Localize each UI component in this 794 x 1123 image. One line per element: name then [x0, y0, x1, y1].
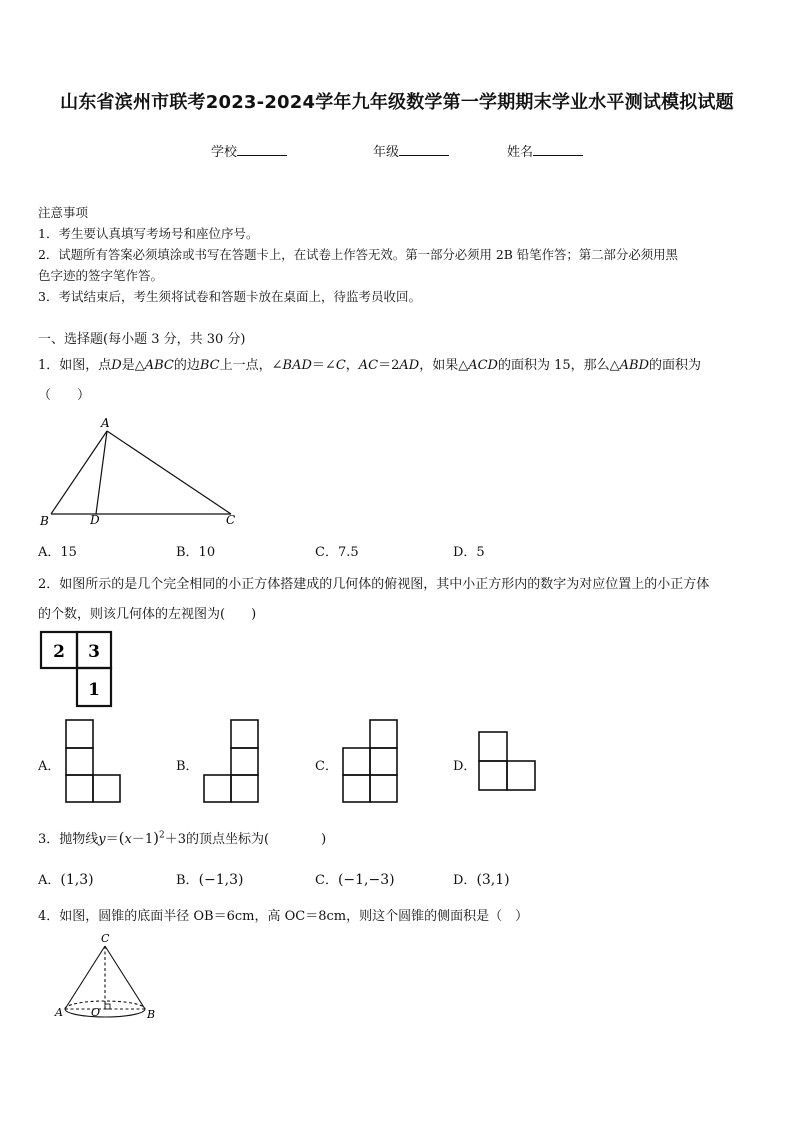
q2-option-d-label[interactable]: D． [453, 759, 477, 774]
q4-label-c: C [101, 932, 110, 945]
q1-var: ABC [144, 358, 174, 373]
school-label: 学校 [211, 145, 238, 160]
q3-formula-var: x [124, 832, 132, 847]
question-1-text [38, 354, 701, 373]
q1-segment-ad [96, 431, 107, 514]
q2-grid-number: 1 [88, 680, 100, 700]
name-blank[interactable] [533, 143, 583, 156]
q1-text-part: 是△ [121, 358, 145, 373]
q3-formula-part: ( [118, 829, 125, 847]
q2-option-d-figure[interactable] [477, 729, 539, 793]
q3-option-c[interactable] [315, 869, 395, 888]
grade-blank[interactable] [399, 143, 449, 156]
q1-option-c[interactable]: C．7.5 [315, 545, 359, 560]
q1-text-part: 的边 [173, 358, 200, 373]
q2-top-view-grid [38, 628, 118, 710]
q1-var: BAD [282, 358, 312, 373]
question-3-text [38, 828, 326, 847]
q2-option-a-label[interactable]: A． [38, 759, 61, 774]
q1-var: D [111, 358, 122, 373]
grade-field [373, 141, 449, 160]
q1-var: AD [399, 358, 420, 373]
q3-formula-part: ＋3 [164, 832, 187, 847]
q1-option-b[interactable]: B．10 [176, 545, 216, 560]
question-2-line-2: 的个数，则该几何体的左视图为( ) [38, 607, 257, 622]
q3-formula-var: y [98, 832, 106, 847]
q1-text-part: ＝∠ [311, 358, 336, 373]
q2-option-b-label[interactable]: B． [176, 759, 199, 774]
q1-text-part: 的面积为 15，那么△ [497, 358, 620, 373]
q3-option-b[interactable] [176, 869, 243, 888]
q3-formula-part: －1 [131, 832, 154, 847]
q1-var: BC [199, 358, 220, 373]
q4-slant-right [105, 946, 145, 1009]
notice-item: 2．试题所有答案必须填涂或书写在答题卡上，在试卷上作答无效。第一部分必须用 2B 铅笔作答；第二部分必须用黑 [38, 247, 678, 262]
q1-text-part: ，如果△ [419, 358, 469, 373]
q4-right-angle-mark [105, 1004, 110, 1009]
q4-label-o: O [91, 1006, 101, 1019]
q1-segment-ac [107, 431, 231, 514]
q3-option-a[interactable] [38, 869, 94, 888]
question-4-text: 4．如图，圆锥的底面半径 OB＝6cm，高 OC＝8cm，则这个圆锥的侧面积是（ ） [38, 909, 529, 924]
school-field [211, 141, 287, 160]
q2-option-a-figure[interactable] [64, 718, 124, 804]
grade-label: 年级 [373, 145, 400, 160]
q1-label-a: A [101, 416, 110, 430]
q1-segment-ab [51, 431, 107, 514]
q2-option-c-label[interactable]: C． [315, 759, 338, 774]
q3-option-d[interactable] [453, 869, 510, 888]
q3-text-part: 3．抛物线 [38, 832, 99, 847]
q1-text-part: ＝2 [378, 358, 400, 373]
q1-var: ABD [619, 358, 650, 373]
q1-text-part: 的面积为 [649, 358, 702, 373]
q4-label-b: B [147, 1008, 156, 1021]
q1-text-part: ， [345, 358, 359, 373]
q1-option-d[interactable]: D．5 [453, 545, 485, 560]
q1-var: C [335, 358, 346, 373]
q1-var: ACD [468, 358, 498, 373]
q3-option-letter: C． [315, 873, 338, 888]
q3-option-letter: B． [176, 873, 199, 888]
q3-option-letter: D． [453, 873, 477, 888]
q3-option-value: (1,3) [60, 872, 94, 888]
q3-formula [98, 829, 187, 847]
q4-slant-left [65, 946, 105, 1009]
question-2-line-1: 2．如图所示的是几个完全相同的小正方体搭建成的几何体的俯视图，其中小正方形内的数字为对应位置上的小正方体 [38, 577, 710, 592]
school-blank[interactable] [237, 143, 287, 156]
q4-label-a: A [55, 1006, 63, 1019]
q3-formula-exponent: 2 [159, 830, 165, 841]
notice-item: 色字迹的签字笔作答。 [38, 268, 164, 283]
q1-text-part: 上一点，∠ [219, 358, 283, 373]
q4-base-front [65, 1009, 145, 1017]
q1-label-b: B [40, 514, 49, 528]
q1-triangle-figure [38, 412, 253, 530]
q3-text-part: 的顶点坐标为( ) [186, 832, 327, 847]
q3-option-value: (3,1) [476, 872, 510, 888]
name-field [507, 141, 583, 160]
q3-formula-part: ＝ [105, 832, 119, 847]
q2-option-c-figure[interactable] [341, 718, 401, 804]
q3-option-value: (−1,3) [198, 872, 244, 888]
q3-option-letter: A． [38, 873, 61, 888]
q4-cone-figure [50, 932, 165, 1026]
page-title: 山东省滨州市联考2023-2024学年九年级数学第一学期期末学业水平测试模拟试题 [60, 92, 734, 113]
q1-text-part: 1．如图，点 [38, 358, 112, 373]
q2-option-b-figure[interactable] [203, 718, 263, 804]
name-label: 姓名 [507, 145, 534, 160]
notice-item: 1．考生要认真填写考场号和座位序号。 [38, 226, 259, 241]
q2-grid-number: 3 [88, 642, 100, 662]
question-1-paren: （ ） [38, 388, 91, 403]
notice-item: 3．考试结束后，考生须将试卷和答题卡放在桌面上，待监考员收回。 [38, 289, 421, 304]
q1-var: AC [358, 358, 379, 373]
q1-label-d: D [90, 513, 100, 527]
section-heading: 一、选择题(每小题 3 分，共 30 分) [38, 332, 246, 347]
q2-grid-number: 2 [53, 642, 65, 662]
q1-option-a[interactable]: A．15 [38, 545, 77, 560]
q3-formula-part: ) [153, 829, 159, 847]
notice-heading: 注意事项 [38, 205, 89, 220]
q3-option-value: (−1,−3) [337, 872, 395, 888]
q1-label-c: C [226, 513, 236, 527]
